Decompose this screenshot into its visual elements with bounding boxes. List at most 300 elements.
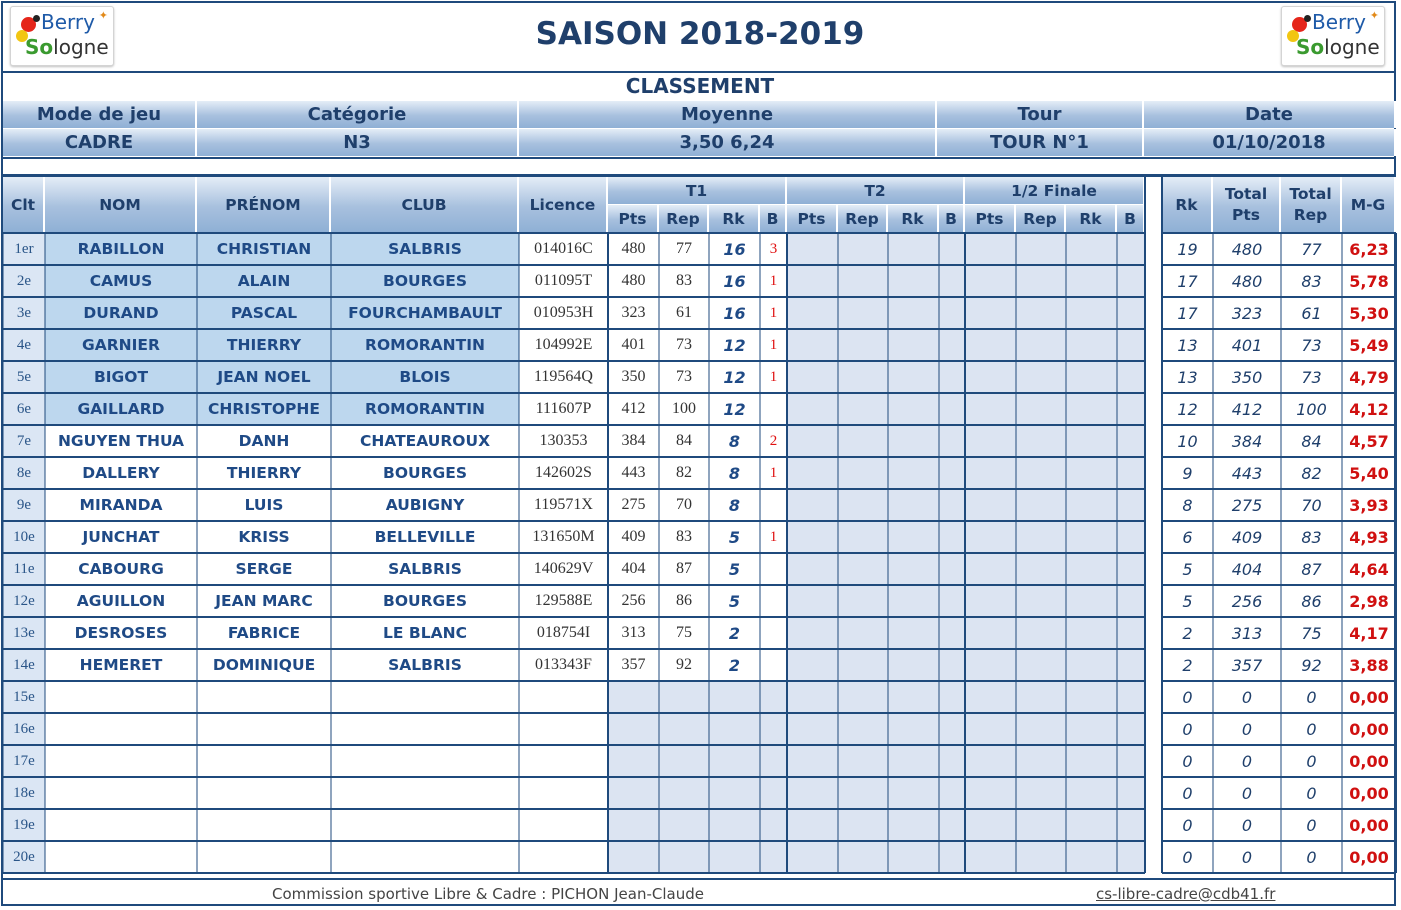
cell-clt: 7e: [16, 432, 32, 449]
info-value-categorie: N3: [197, 129, 519, 156]
cell-club: SALBRIS: [388, 560, 462, 578]
cell-clt: 18e: [13, 784, 35, 801]
cell-licence: 014016C: [534, 240, 593, 257]
cell-t1-rk: 8: [728, 495, 741, 515]
cell-nom: HEMERET: [79, 656, 163, 674]
cell-prenom: [197, 713, 331, 745]
total-rep-line1: Total: [1289, 184, 1332, 203]
cell-prenom: LUIS: [244, 496, 284, 514]
total-pts-line2: Pts: [1232, 205, 1260, 224]
cell-nom: [45, 841, 197, 873]
info-value-moyenne: 3,50 6,24: [519, 129, 937, 156]
cell-t1-b: 2: [769, 432, 778, 449]
cell-club: BOURGES: [383, 464, 467, 482]
cell-t1-pts: 357: [621, 656, 646, 673]
cell-total-rep: 77: [1301, 239, 1322, 259]
cell-total-pts: 323: [1231, 303, 1263, 323]
cell-mg: 0,00: [1349, 815, 1389, 835]
cell-t1-b: 3: [769, 240, 778, 257]
cell-t1-rk: 12: [723, 367, 746, 387]
berry-sologne-logo-right: Berry Sologne ✦: [1281, 6, 1385, 66]
cell-t1-rk: [709, 745, 760, 777]
cell-total-pts: 0: [1241, 751, 1253, 771]
cell-t1-rep: 61: [676, 304, 692, 321]
cell-mg: 4,12: [1349, 399, 1389, 419]
cell-total-rep: 0: [1306, 783, 1317, 803]
col-header-nom: NOM: [45, 177, 197, 233]
cell-licence: 104992E: [534, 336, 593, 353]
cell-t1-rk: 12: [723, 399, 746, 419]
cell-prenom: DANH: [238, 432, 290, 450]
cell-rk-total: 12: [1177, 399, 1198, 419]
cell-total-pts: 350: [1231, 367, 1263, 387]
cell-licence: 131650M: [532, 528, 595, 545]
cell-mg: 5,30: [1349, 303, 1389, 323]
cell-nom: DURAND: [83, 304, 159, 322]
cell-total-pts: 409: [1231, 527, 1263, 547]
cell-clt: 17e: [13, 752, 35, 769]
col-header-fi-rep: Rep: [1016, 205, 1066, 233]
cell-t1-pts: 350: [621, 368, 646, 385]
cell-mg: 4,57: [1349, 431, 1389, 451]
cell-t1-rep: [659, 777, 709, 809]
cell-prenom: CHRISTIAN: [216, 240, 312, 258]
cell-mg: 5,49: [1349, 335, 1389, 355]
cell-t1-pts: 384: [621, 432, 646, 449]
cell-prenom: [197, 809, 331, 841]
cell-t1-rk: 2: [728, 623, 741, 643]
cell-nom: GARNIER: [82, 336, 160, 354]
cell-t1-b: [760, 713, 787, 745]
section-title: CLASSEMENT: [625, 74, 775, 98]
cell-total-pts: 480: [1231, 239, 1263, 259]
cell-mg: 4,64: [1349, 559, 1389, 579]
cell-prenom: [197, 777, 331, 809]
cell-licence: 140629V: [533, 560, 594, 577]
cell-mg: 0,00: [1349, 751, 1389, 771]
cell-total-pts: 313: [1231, 623, 1263, 643]
cell-t1-b: 1: [769, 528, 778, 545]
cell-total-rep: 75: [1301, 623, 1322, 643]
cell-clt: 4e: [16, 336, 32, 353]
cell-total-rep: 73: [1301, 367, 1322, 387]
cell-prenom: [197, 745, 331, 777]
cell-t1-b: [760, 585, 787, 617]
cell-t1-rep: 77: [676, 240, 692, 257]
cell-prenom: [197, 681, 331, 713]
cell-total-pts: 412: [1231, 399, 1263, 419]
cell-club: SALBRIS: [388, 240, 462, 258]
col-header-t2-b: B: [939, 205, 965, 233]
cell-club: AUBIGNY: [385, 496, 465, 514]
cell-prenom: DOMINIQUE: [212, 656, 316, 674]
cell-t1-rep: [659, 713, 709, 745]
cell-nom: [45, 713, 197, 745]
cell-prenom: PASCAL: [230, 304, 298, 322]
cell-t1-rk: 8: [728, 431, 741, 451]
cell-nom: [45, 809, 197, 841]
cell-total-rep: 87: [1301, 559, 1322, 579]
cell-nom: CAMUS: [89, 272, 153, 290]
cell-t1-rep: 82: [676, 464, 692, 481]
cell-t1-pts: [608, 809, 659, 841]
cell-total-pts: 0: [1241, 847, 1253, 867]
cell-total-rep: 84: [1301, 431, 1322, 451]
cell-mg: 0,00: [1349, 719, 1389, 739]
cell-clt: 8e: [16, 464, 32, 481]
cell-t1-rep: [659, 841, 709, 873]
cell-nom: BIGOT: [93, 368, 149, 386]
cell-clt: 9e: [16, 496, 32, 513]
cell-t1-rk: [709, 809, 760, 841]
cell-nom: DALLERY: [82, 464, 160, 482]
cell-mg: 2,98: [1349, 591, 1389, 611]
cell-club: BOURGES: [383, 592, 467, 610]
col-header-t2-rk: Rk: [888, 205, 939, 233]
cell-t1-b: [760, 617, 787, 649]
cell-rk-total: 17: [1177, 303, 1198, 323]
footer-email-link[interactable]: cs-libre-cadre@cdb41.fr: [1096, 885, 1276, 903]
cell-nom: [45, 681, 197, 713]
cell-clt: 3e: [16, 304, 32, 321]
cell-t1-b: 1: [769, 304, 778, 321]
cell-rk-total: 0: [1182, 687, 1193, 707]
cell-rk-total: 10: [1177, 431, 1198, 451]
info-value-date: 01/10/2018: [1144, 129, 1396, 156]
cell-t1-pts: [608, 777, 659, 809]
col-header-t1-b: B: [760, 205, 787, 233]
cell-t1-rep: 83: [676, 272, 692, 289]
cell-club: BOURGES: [383, 272, 467, 290]
col-header-t1-rep: Rep: [659, 205, 709, 233]
cell-t1-pts: 412: [621, 400, 646, 417]
cell-licence: 013343F: [535, 656, 592, 673]
cell-total-rep: 83: [1301, 527, 1322, 547]
info-label-moyenne: Moyenne: [519, 101, 937, 128]
cell-club: ROMORANTIN: [365, 400, 485, 418]
cell-mg: 3,88: [1349, 655, 1389, 675]
cell-mg: 6,23: [1349, 239, 1389, 259]
col-header-clt: Clt: [3, 177, 45, 233]
cell-t1-pts: 480: [621, 240, 646, 257]
cell-t1-pts: [608, 713, 659, 745]
cell-club: [331, 809, 519, 841]
cell-prenom: SERGE: [235, 560, 293, 578]
cell-t1-b: [760, 777, 787, 809]
cell-t1-rep: 75: [676, 624, 692, 641]
col-header-t1: T1: [608, 177, 787, 205]
cell-rk-total: 6: [1182, 527, 1193, 547]
cell-t1-rk: 5: [728, 559, 741, 579]
cell-prenom: KRISS: [238, 528, 290, 546]
berry-sologne-logo-left: Berry Sologne ✦: [10, 6, 114, 66]
col-header-fi-rk: Rk: [1066, 205, 1117, 233]
cell-t1-pts: 443: [621, 464, 646, 481]
cell-club: BELLEVILLE: [374, 528, 476, 546]
cell-total-pts: 0: [1241, 815, 1253, 835]
col-header-rk-total: Rk: [1162, 177, 1213, 233]
cell-total-pts: 401: [1231, 335, 1263, 355]
cell-rk-total: 0: [1182, 783, 1193, 803]
cell-club: FOURCHAMBAULT: [348, 304, 502, 322]
total-pts-line1: Total: [1224, 184, 1268, 203]
cell-nom: NGUYEN THUA: [57, 432, 185, 450]
footer-commission: Commission sportive Libre & Cadre : PICHON Jean-Claude: [272, 885, 704, 903]
cell-nom: [45, 777, 197, 809]
cell-clt: 12e: [13, 592, 35, 609]
cell-prenom: CHRISTOPHE: [208, 400, 320, 418]
cell-rk-total: 19: [1177, 239, 1198, 259]
cell-t1-rep: 83: [676, 528, 692, 545]
cell-t1-rk: [709, 841, 760, 873]
cell-nom: GAILLARD: [77, 400, 165, 418]
cell-t1-rep: 87: [676, 560, 692, 577]
cell-clt: 2e: [16, 272, 32, 289]
cell-total-rep: 92: [1301, 655, 1322, 675]
cell-t1-rep: 86: [676, 592, 692, 609]
cell-club: ROMORANTIN: [365, 336, 485, 354]
cell-total-rep: 83: [1301, 271, 1322, 291]
cell-prenom: [197, 841, 331, 873]
cell-t1-rep: 100: [672, 400, 696, 417]
cell-clt: 20e: [13, 848, 35, 865]
cell-club: SALBRIS: [388, 656, 462, 674]
cell-t1-b: 1: [769, 368, 778, 385]
cell-rk-total: 0: [1182, 847, 1193, 867]
cell-t1-pts: [608, 745, 659, 777]
cell-rk-total: 5: [1182, 591, 1193, 611]
cell-nom: DESROSES: [74, 624, 168, 642]
cell-licence: [519, 809, 608, 841]
cell-total-rep: 100: [1296, 399, 1327, 419]
cell-t1-rep: [659, 681, 709, 713]
cell-t1-b: [760, 681, 787, 713]
cell-t1-b: [760, 649, 787, 681]
cell-nom: AGUILLON: [76, 592, 166, 610]
cell-t1-rep: [659, 745, 709, 777]
cell-t1-pts: 323: [621, 304, 646, 321]
cell-prenom: JEAN MARC: [215, 592, 313, 610]
cell-nom: CABOURG: [78, 560, 164, 578]
cell-clt: 14e: [13, 656, 35, 673]
cell-nom: JUNCHAT: [82, 528, 160, 546]
cell-t1-rep: 92: [676, 656, 692, 673]
cell-t1-rk: 16: [723, 303, 746, 323]
cell-total-pts: 0: [1241, 719, 1253, 739]
cell-rk-total: 0: [1182, 751, 1193, 771]
col-header-t2: T2: [787, 177, 965, 205]
cell-t1-b: 1: [769, 464, 778, 481]
cell-t1-rk: 2: [728, 655, 741, 675]
col-header-mg: M-G: [1342, 177, 1396, 233]
cell-t1-rk: [709, 713, 760, 745]
cell-prenom: ALAIN: [237, 272, 291, 290]
cell-t1-rep: 84: [676, 432, 692, 449]
cell-total-rep: 0: [1306, 687, 1317, 707]
total-rep-line2: Rep: [1293, 205, 1328, 224]
cell-club: BLOIS: [399, 368, 451, 386]
cell-licence: 111607P: [535, 400, 592, 417]
cell-t1-rk: 16: [723, 239, 746, 259]
cell-prenom: THIERRY: [226, 464, 302, 482]
cell-licence: 011095T: [534, 272, 593, 289]
cell-total-rep: 0: [1306, 751, 1317, 771]
cell-prenom: THIERRY: [226, 336, 302, 354]
page-title: SAISON 2018-2019: [535, 16, 865, 52]
cell-total-pts: 404: [1231, 559, 1263, 579]
cell-total-pts: 0: [1241, 687, 1253, 707]
cell-mg: 4,79: [1349, 367, 1389, 387]
cell-mg: 0,00: [1349, 687, 1389, 707]
cell-t1-b: [760, 841, 787, 873]
cell-t1-rk: 8: [728, 463, 741, 483]
cell-t1-rk: [709, 681, 760, 713]
cell-t1-pts: [608, 841, 659, 873]
cell-total-rep: 70: [1301, 495, 1322, 515]
cell-total-pts: 275: [1231, 495, 1263, 515]
cell-total-rep: 73: [1301, 335, 1322, 355]
cell-rk-total: 13: [1177, 367, 1198, 387]
cell-club: [331, 681, 519, 713]
col-header-fi-pts: Pts: [965, 205, 1016, 233]
cell-total-rep: 82: [1301, 463, 1322, 483]
cell-total-rep: 0: [1306, 719, 1317, 739]
cell-t1-pts: 401: [621, 336, 646, 353]
col-header-t2-pts: Pts: [787, 205, 838, 233]
cell-licence: 119564Q: [534, 368, 593, 385]
cell-clt: 19e: [13, 816, 35, 833]
cell-rk-total: 17: [1177, 271, 1198, 291]
cell-rk-total: 13: [1177, 335, 1198, 355]
cell-club: [331, 841, 519, 873]
cell-licence: 119571X: [534, 496, 593, 513]
cell-t1-rk: 16: [723, 271, 746, 291]
cell-mg: 5,78: [1349, 271, 1389, 291]
cell-t1-pts: 409: [621, 528, 646, 545]
cell-rk-total: 9: [1182, 463, 1193, 483]
cell-t1-rk: 5: [728, 527, 741, 547]
footer-divider: [3, 878, 1396, 880]
info-value-tour: TOUR N°1: [937, 129, 1144, 156]
cell-t1-pts: 313: [621, 624, 646, 641]
cell-clt: 16e: [13, 720, 35, 737]
cell-t1-rk: 5: [728, 591, 741, 611]
cell-total-rep: 0: [1306, 815, 1317, 835]
col-header-fi-b: B: [1117, 205, 1145, 233]
cell-clt: 10e: [13, 528, 35, 545]
cell-total-pts: 256: [1231, 591, 1263, 611]
cell-mg: 4,93: [1349, 527, 1389, 547]
cell-club: [331, 745, 519, 777]
col-header-club: CLUB: [331, 177, 519, 233]
cell-licence: [519, 713, 608, 745]
cell-licence: 130353: [539, 432, 588, 449]
cell-total-rep: 61: [1301, 303, 1322, 323]
info-label-mode-de-jeu: Mode de jeu: [3, 101, 197, 128]
cell-total-rep: 86: [1301, 591, 1322, 611]
cell-t1-rep: 70: [676, 496, 692, 513]
cell-t1-pts: 256: [621, 592, 646, 609]
cell-t1-pts: 275: [621, 496, 646, 513]
cell-clt: 13e: [13, 624, 35, 641]
cell-t1-pts: 404: [621, 560, 646, 577]
col-header-t1-pts: Pts: [608, 205, 659, 233]
cell-total-pts: 480: [1231, 271, 1263, 291]
cell-mg: 5,40: [1349, 463, 1389, 483]
cell-clt: 15e: [13, 688, 35, 705]
cell-t1-rep: 73: [676, 336, 692, 353]
col-header-t1-rk: Rk: [709, 205, 760, 233]
cell-nom: [45, 745, 197, 777]
cell-licence: [519, 681, 608, 713]
cell-licence: 129588E: [534, 592, 593, 609]
cell-mg: 0,00: [1349, 847, 1389, 867]
info-label-date: Date: [1144, 101, 1396, 128]
cell-licence: 018754I: [536, 624, 591, 641]
cell-licence: 010953H: [533, 304, 594, 321]
cell-club: [331, 777, 519, 809]
cell-clt: 6e: [16, 400, 32, 417]
cell-licence: [519, 841, 608, 873]
cell-t1-pts: [608, 681, 659, 713]
cell-t1-pts: 480: [621, 272, 646, 289]
cell-total-pts: 0: [1241, 783, 1253, 803]
cell-t1-b: 1: [769, 336, 778, 353]
col-header-prenom: PRÉNOM: [197, 177, 331, 233]
cell-clt: 11e: [13, 560, 35, 577]
cell-mg: 4,17: [1349, 623, 1389, 643]
cell-t1-b: [760, 745, 787, 777]
cell-rk-total: 0: [1182, 719, 1193, 739]
cell-rk-total: 8: [1182, 495, 1193, 515]
cell-rk-total: 2: [1182, 623, 1193, 643]
cell-clt: 1er: [14, 240, 34, 257]
cell-t1-b: [760, 393, 787, 425]
cell-t1-b: [760, 489, 787, 521]
cell-nom: RABILLON: [77, 240, 165, 258]
cell-club: CHATEAUROUX: [359, 432, 491, 450]
cell-licence: [519, 745, 608, 777]
cell-t1-b: [760, 809, 787, 841]
cell-total-pts: 443: [1231, 463, 1263, 483]
info-label-categorie: Catégorie: [197, 101, 519, 128]
col-header-t2-rep: Rep: [838, 205, 888, 233]
cell-club: LE BLANC: [383, 624, 467, 642]
cell-t1-rep: [659, 809, 709, 841]
info-label-tour: Tour: [937, 101, 1144, 128]
cell-t1-rk: 12: [723, 335, 746, 355]
cell-rk-total: 2: [1182, 655, 1193, 675]
cell-nom: MIRANDA: [79, 496, 163, 514]
cell-mg: 0,00: [1349, 783, 1389, 803]
cell-rk-total: 5: [1182, 559, 1193, 579]
cell-prenom: JEAN NOEL: [217, 368, 311, 386]
cell-rk-total: 0: [1182, 815, 1193, 835]
cell-licence: [519, 777, 608, 809]
cell-prenom: FABRICE: [227, 624, 301, 642]
cell-t1-b: [760, 553, 787, 585]
cell-mg: 3,93: [1349, 495, 1389, 515]
cell-clt: 5e: [16, 368, 32, 385]
cell-club: [331, 713, 519, 745]
cell-t1-b: 1: [769, 272, 778, 289]
col-header-licence: Licence: [519, 177, 608, 233]
cell-total-pts: 357: [1231, 655, 1263, 675]
info-value-mode-de-jeu: CADRE: [3, 129, 197, 156]
cell-t1-rk: [709, 777, 760, 809]
cell-licence: 142602S: [535, 464, 592, 481]
col-header-demi-finale: 1/2 Finale: [965, 177, 1145, 205]
